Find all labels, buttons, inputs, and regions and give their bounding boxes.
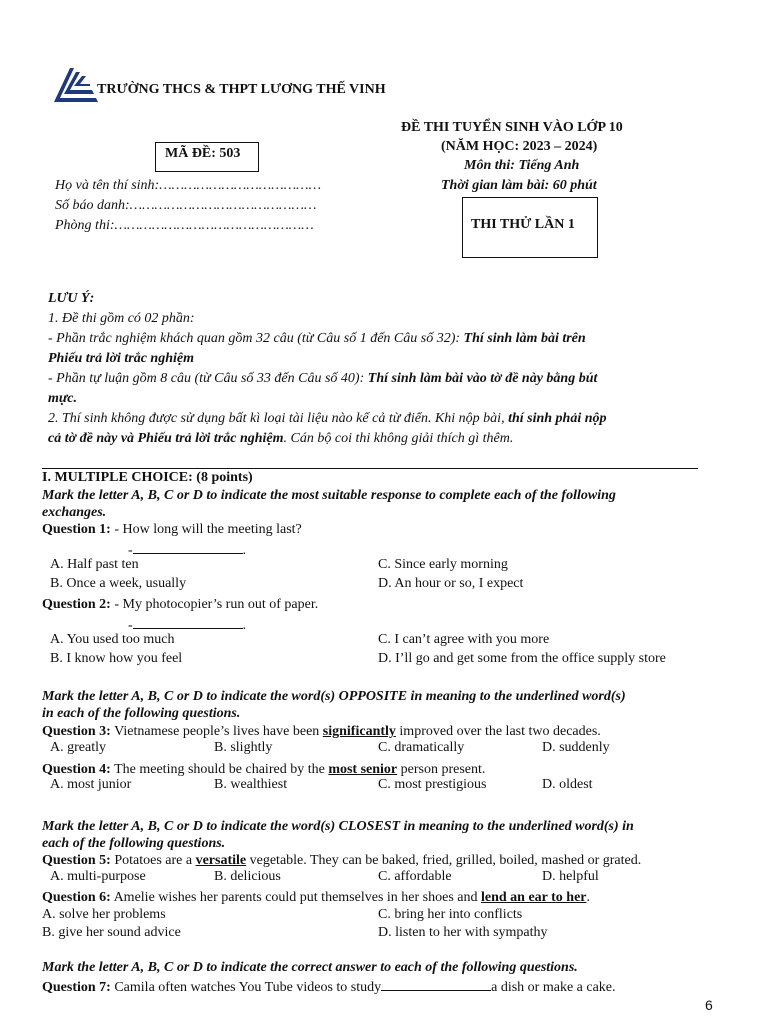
candidate-name-field: Họ và tên thí sinh:………………………………… [55,178,322,193]
question-7: Question 7: Camila often watches You Tube videos to study a dish or make a cake. [42,977,616,996]
option-a: A. You used too much [50,632,175,647]
duration: Thời gian làm bài: 60 phút [441,178,597,193]
notice-line: cả tờ đề này và Phiếu trả lời trắc nghiệm. Cán bộ coi thi không giải thích gì thêm. [48,431,514,446]
option-d: D. I’ll go and get some from the office supply store [378,651,666,666]
option-b: B. give her sound advice [42,925,181,940]
instruction: Mark the letter A, B, C or D to indicate the word(s) OPPOSITE in meaning to the underlined word(s) [42,689,626,704]
option-c: C. Since early morning [378,557,508,572]
section-divider [42,468,698,469]
option-b: B. Once a week, usually [50,576,187,591]
answer-blank: - . [128,615,246,634]
section-title: I. MULTIPLE CHOICE: (8 points) [42,470,253,485]
option-d: D. helpful [542,869,599,884]
option-a: A. greatly [50,740,106,755]
option-c: C. most prestigious [378,777,487,792]
room-field: Phòng thi:………………………………………… [55,218,314,233]
notice-line: mực. [48,391,77,406]
notice-line: - Phần trắc nghiệm khách quan gồm 32 câu (từ Câu số 1 đến Câu số 32): Thí sinh làm bài trên [48,331,586,346]
option-d: D. An hour or so, I expect [378,576,524,591]
option-b: B. delicious [214,869,281,884]
option-a: A. Half past ten [50,557,139,572]
instruction: in each of the following questions. [42,706,241,721]
school-logo [52,64,100,104]
subject: Môn thi: Tiếng Anh [464,158,580,173]
option-d: D. listen to her with sympathy [378,925,548,940]
notice-line: - Phần tự luận gồm 8 câu (từ Câu số 33 đến Câu số 40): Thí sinh làm bài vào tờ đề này bằng bút [48,371,598,386]
answer-blank: - . [128,540,246,559]
option-c: C. dramatically [378,740,465,755]
option-a: A. multi-purpose [50,869,146,884]
candidate-id-field: Số báo danh:……………………………………… [55,198,317,213]
option-c: C. affordable [378,869,452,884]
exam-title: ĐỀ THI TUYỂN SINH VÀO LỚP 10 [401,120,623,135]
option-a: A. solve her problems [42,907,166,922]
question-4: Question 4: The meeting should be chaired by the most senior person present. [42,762,486,777]
answer-blank [381,977,491,991]
option-d: D. oldest [542,777,593,792]
notice-title: LƯU Ý: [48,291,95,306]
option-b: B. wealthiest [214,777,288,792]
question-5: Question 5: Potatoes are a versatile vegetable. They can be baked, fried, grilled, boiled, mashed or grated. [42,853,642,868]
school-name: TRƯỜNG THCS & THPT LƯƠNG THẾ VINH [97,82,386,97]
option-c: C. bring her into conflicts [378,907,523,922]
option-a: A. most junior [50,777,132,792]
notice-line: Phiếu trả lời trắc nghiệm [48,351,194,366]
question-6: Question 6: Amelie wishes her parents could put themselves in her shoes and lend an ear to her. [42,890,590,905]
exam-code: MÃ ĐỀ: 503 [165,146,241,161]
instruction: each of the following questions. [42,836,226,851]
question-2: Question 2: - My photocopier’s run out of paper. [42,597,319,612]
mock-exam-label: THI THỬ LẦN 1 [471,217,575,232]
notice-line: 1. Đề thi gồm có 02 phần: [48,311,195,326]
option-b: B. slightly [214,740,273,755]
option-b: B. I know how you feel [50,651,183,666]
question-3: Question 3: Vietnamese people’s lives have been significantly improved over the last two decades. [42,724,601,739]
page-number: 6 [705,997,713,1013]
option-d: D. suddenly [542,740,610,755]
instruction: exchanges. [42,505,107,520]
school-year: (NĂM HỌC: 2023 – 2024) [441,139,598,154]
instruction: Mark the letter A, B, C or D to indicate the correct answer to each of the following questions. [42,960,578,975]
instruction: Mark the letter A, B, C or D to indicate the word(s) CLOSEST in meaning to the underlined word(s) in [42,819,634,834]
notice-line: 2. Thí sinh không được sử dụng bất kì loại tài liệu nào kể cả từ điển. Khi nộp bài, thí sinh phải nộp [48,411,607,426]
option-c: C. I can’t agree with you more [378,632,550,647]
question-1: Question 1: - How long will the meeting last? [42,522,302,537]
instruction: Mark the letter A, B, C or D to indicate the most suitable response to complete each of the following [42,488,616,503]
